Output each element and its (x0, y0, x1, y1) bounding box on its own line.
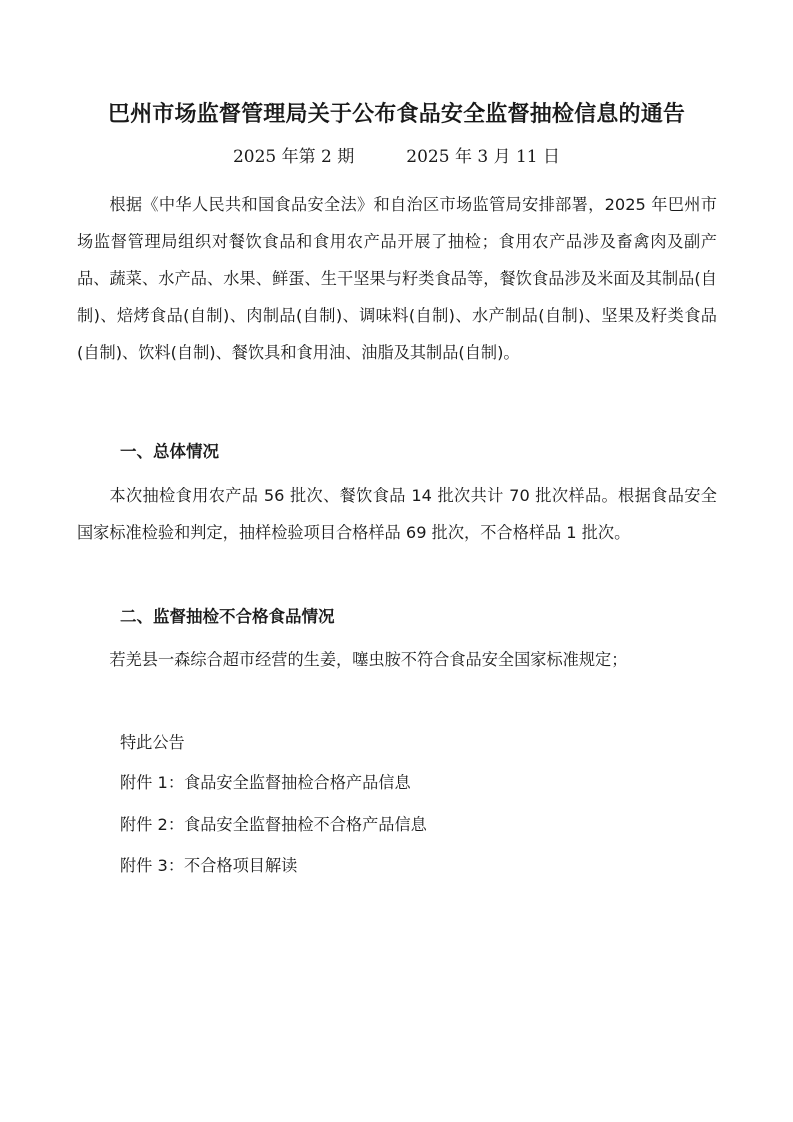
attachment-item: 附件 2：食品安全监督抽检不合格产品信息 (120, 815, 427, 834)
attachment-item: 附件 3：不合格项目解读 (120, 856, 298, 875)
section-heading-overview: 一、总体情况 (120, 442, 219, 461)
nonconforming-paragraph: 若羌县一森综合超市经营的生姜，噻虫胺不符合食品安全国家标准规定； (109, 650, 628, 669)
intro-paragraph: 根据《中华人民共和国食品安全法》和自治区市场监管局安排部署，2025 年巴州市场监督管理局组织对餐饮食品和食用农产品开展了抽检；食用农产品涉及畜禽肉及副产品、蔬菜、水产品、水果、鲜蛋、生干坚果与籽类食品等，餐饮食品涉及米面及其制品(自制)、焙烤食品(自制)、肉制品(自制)、调味料(自制)、水产制品(自制)、坚果及籽类食品(自制)、饮料(自制)、餐饮具和食用油、油脂及其制品(自制)。 (77, 195, 717, 362)
issue-info (60, 143, 733, 171)
issue-number: 2025 年第 2 期 (232, 147, 355, 167)
notice-title: 巴州市场监督管理局关于公布食品安全监督抽检信息的通告 (107, 101, 686, 127)
attachment-item: 附件 1：食品安全监督抽检合格产品信息 (120, 773, 411, 792)
issue-date: 2025 年 3 月 11 日 (406, 147, 561, 167)
section-heading-nonconforming: 二、监督抽检不合格食品情况 (120, 607, 335, 626)
overview-paragraph: 本次抽检食用农产品 56 批次、餐饮食品 14 批次共计 70 批次样品。根据食品安全国家标准检验和判定，抽样检验项目合格样品 69 批次，不合格样品 1 批次。 (77, 486, 717, 542)
closing-statement: 特此公告 (120, 733, 185, 752)
